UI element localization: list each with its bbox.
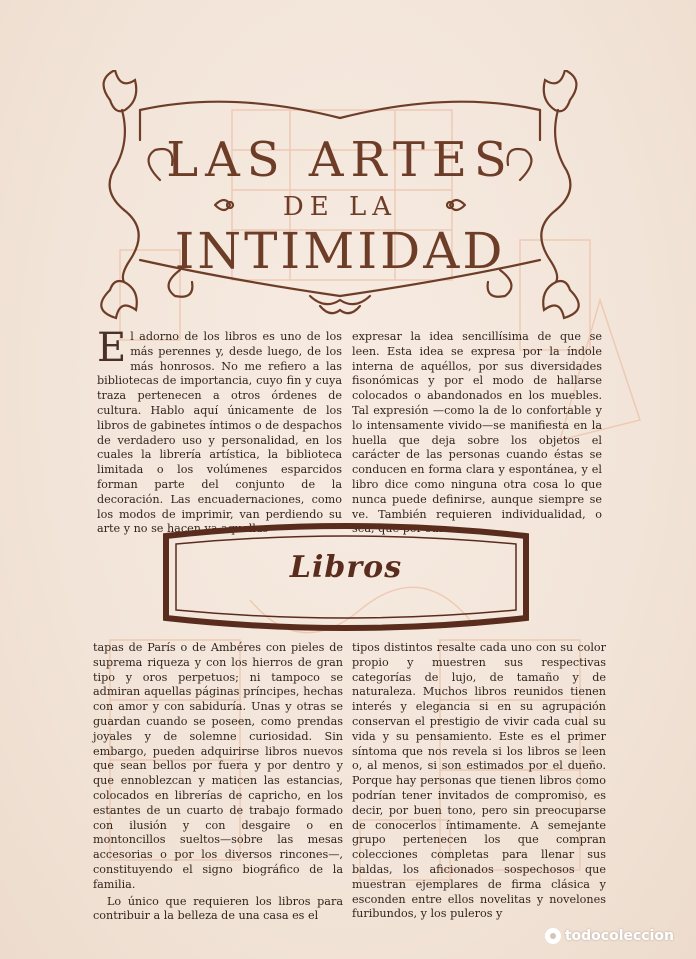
article-text-top-right: expresar la idea sencillísima de que se leen. Esta idea se expresa por la índole interna de aquéllos, por sus diversidades fisonómicas y por el modo de hallarse colocados o abandonados en los muebles. Tal expresión —como la de lo confortable y lo intensamente vivido—se manifiesta en la huella que deja sobre los objetos el carácter de las personas cuando éstas se conducen en forma clara y espontánea, y el libro dice como ninguna otra cosa lo que nunca puede definirse, aunque siempre se ve. También requieren individualidad, o sea, que por sus [352, 330, 602, 536]
title-de-la: DE LA [282, 192, 398, 222]
title-intimidad: INTIMIDAD [174, 222, 506, 280]
article-column-top-right [352, 330, 602, 537]
section-banner [160, 522, 532, 632]
article-column-bottom-left [93, 641, 343, 924]
article-text-bottom-left: tapas de París o de Ambéres con pieles de suprema riqueza y con los hierros de gran tipo y oros perpetuos; ni tampoco se admiran aquellas páginas príncipes, hechas con amor y con sabiduría. Unas y otras se guardan cuando se poseen, como prendas joyales y de solemne curiosidad. Sin embargo, pueden adquirirse libros nuevos que sean bellos por fuera y por dentro y que ennoblezcan y maticen las estancias, colocados en librerías de capricho, en los estantes de un cuarto de trabajo formado con ilusión y con desgaire o en montoncillos sueltos—sobre las mesas accesorias o por los diversos rincones—, constituyendo el signo biográfico de la familia. [93, 641, 343, 891]
article-column-top-left [97, 325, 342, 537]
title-las-artes: LAS ARTES [166, 132, 514, 188]
article-text-bottom-left-p2: Lo único que requieren los libros para contribuir a la belleza de una casa es el [93, 894, 343, 923]
title-ornament-block [80, 70, 600, 320]
article-column-bottom-right [352, 641, 606, 922]
watermark-text: todocoleccion [564, 928, 674, 944]
article-text-bottom-right: tipos distintos resalte cada uno con su color propio y muestren sus respectivas categorías de lujo, de tamaño y de naturaleza. Muchos libros reunidos tienen interés y elegancia si en su agrupación conservan el prestigio de vivir cada cual su vida y su pensamiento. Este es el primer síntoma que nos revela si los libros se leen o, al menos, si son estimados por el dueño. Porque hay personas que tienen libros como podrían tener invitados de compromiso, es decir, por buen tono, pero sin preocuparse de conocerlos íntimamente. A semejante grupo pertenecen los que compran colecciones completas para llenar sus baldas, los aficionados sospechosos que muestran ejemplares de firma clásica y esconden entre ellos novelitas y novelones furibundos, y los puleros y [352, 641, 606, 921]
article-text-top-left: l adorno de los libros es uno de los más perennes y, desde luego, de los más honrosos. No me refiero a las bibliotecas de importancia, cuyo fin y cuya traza pertenecen a otros órdenes de cultura. Hablo aquí únicamente de los libros de gabinetes íntimos o de despachos de verdadero uso y personalidad, en los cuales la librería artística, la biblioteca limitada o los volúmenes esparcidos forman parte del conjunto de la decoración. Las encuadernaciones, como los modos de imprimir, van perdiendo su arte y no se hacen ya aquellas [97, 330, 342, 536]
watermark-logo-icon [545, 928, 561, 944]
drop-cap: E [97, 325, 127, 371]
banner-title: Libros [289, 550, 403, 585]
site-watermark [545, 928, 674, 944]
